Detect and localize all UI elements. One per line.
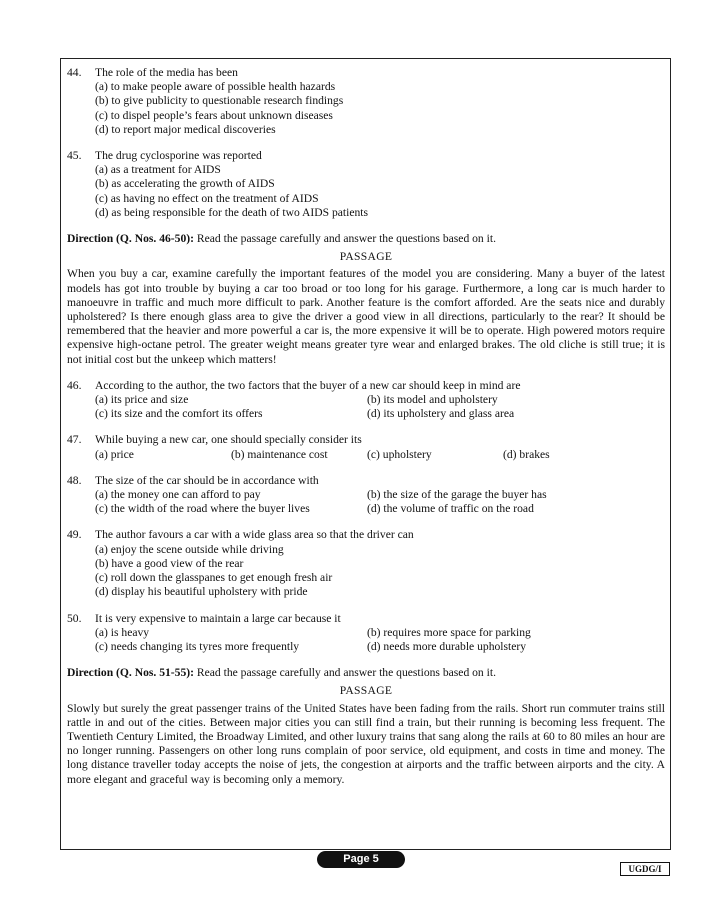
question-45 [67, 149, 665, 220]
option-d: (d) needs more durable upholstery [367, 639, 527, 653]
option-b: (b) its model and upholstery [367, 393, 498, 407]
passage-car: When you buy a car, examine carefully the important features of the model you are considering. Many a buyer of the latest models has got into trouble by buying a car too broad or too long for his garage. Furthermore, a long car is much harder to manoeuvre in traffic and much more difficult to park. Another feature is the comfort afforded. Are the seats nice and durably upholstered? Is there enough glass area to give the driver a good view in all directions, particularly to the rear? It should be remembered that the heavier and more powerful a car is, the more expensive it will be to operate. High powered motors require expensive high-octane petrol. The greater weight means greater tyre wear and enlarged brakes. The old cliche is still true; it is not initial cost but the unkeep which matters! [67, 267, 665, 366]
option-a: (a) the money one can afford to pay [95, 488, 261, 502]
option-d: (d) the volume of traffic on the road [367, 502, 534, 516]
option-d: (d) brakes [503, 447, 550, 461]
option-b: (b) have a good view of the rear [95, 556, 244, 570]
passage-title: PASSAGE [339, 684, 393, 698]
question-50 [67, 612, 665, 655]
question-text: According to the author, the two factors that the buyer of a new car should keep in mind are [95, 378, 521, 392]
question-text: The role of the media has been [95, 66, 238, 79]
option-b: (b) maintenance cost [231, 447, 328, 461]
question-46 [67, 379, 665, 422]
option-c: (c) needs changing its tyres more frequently [95, 639, 300, 653]
direction-label: Direction (Q. Nos. 46-50): [67, 232, 194, 246]
question-48 [67, 474, 665, 517]
option-d: (d) to report major medical discoveries [95, 122, 276, 136]
option-b: (b) the size of the garage the buyer has [367, 488, 547, 502]
question-text: The drug cyclosporine was reported [95, 149, 262, 163]
option-a: (a) as a treatment for AIDS [95, 163, 221, 177]
question-49 [67, 528, 665, 599]
option-a: (a) enjoy the scene outside while driving [95, 542, 284, 556]
option-a: (a) its price and size [95, 393, 189, 407]
question-text: While buying a new car, one should specially consider its [95, 433, 362, 447]
question-number: 48. [67, 473, 82, 487]
option-a: (a) price [95, 447, 134, 461]
question-number: 45. [67, 149, 82, 163]
passage-title: PASSAGE [339, 250, 393, 264]
option-b: (b) requires more space for parking [367, 625, 531, 639]
option-b: (b) to give publicity to questionable research findings [95, 94, 344, 108]
direction-46-50 [67, 232, 665, 246]
question-number: 44. [67, 66, 82, 79]
page-content [67, 66, 665, 799]
passage-trains: Slowly but surely the great passenger trains of the United States have been fading from the rails. Short run commuter trains still rattle in and out of the cities. Between major cities you can still find a train, but their running is becoming less frequent. The Twentieth Century Limited, the Broadway Limited, and other luxury trains that sang along the rails at 60 to 80 miles an hour are no longer running. Passengers on other long runs complain of poor service, old equipment, and costs in time and money. The long distance traveller today accepts the noise of jets, the congestion at airports and the traffic between airports and the city. A more elegant and graceful way is becoming only a memory. [67, 701, 665, 786]
paper-code: UGDG/I [620, 862, 670, 876]
option-d: (d) display his beautiful upholstery with pride [95, 585, 308, 599]
direction-text: Read the passage carefully and answer the questions based on it. [193, 666, 496, 680]
question-44 [67, 66, 665, 137]
option-c: (c) as having no effect on the treatment of AIDS [95, 191, 319, 205]
page-number-badge: Page 5 [317, 851, 405, 868]
question-text: The author favours a car with a wide glass area so that the driver can [95, 528, 414, 542]
direction-text: Read the passage carefully and answer the questions based on it. [193, 232, 496, 246]
direction-51-55 [67, 666, 665, 680]
option-a: (a) is heavy [95, 625, 150, 639]
question-number: 46. [67, 378, 82, 392]
question-number: 50. [67, 611, 82, 625]
question-number: 47. [67, 433, 82, 447]
option-d: (d) as being responsible for the death of two AIDS patients [95, 205, 369, 219]
direction-label: Direction (Q. Nos. 51-55): [67, 666, 194, 680]
question-text: The size of the car should be in accordance with [95, 473, 319, 487]
option-c: (c) the width of the road where the buyer lives [95, 502, 310, 516]
question-number: 49. [67, 528, 82, 542]
option-c: (c) its size and the comfort its offers [95, 407, 263, 421]
question-47 [67, 433, 665, 461]
option-b: (b) as accelerating the growth of AIDS [95, 177, 275, 191]
option-a: (a) to make people aware of possible health hazards [95, 80, 336, 94]
question-text: It is very expensive to maintain a large car because it [95, 611, 341, 625]
option-c: (c) roll down the glasspanes to get enough fresh air [95, 571, 333, 585]
option-c: (c) to dispel people’s fears about unknown diseases [95, 108, 333, 122]
option-d: (d) its upholstery and glass area [367, 407, 515, 421]
option-c: (c) upholstery [367, 447, 432, 461]
